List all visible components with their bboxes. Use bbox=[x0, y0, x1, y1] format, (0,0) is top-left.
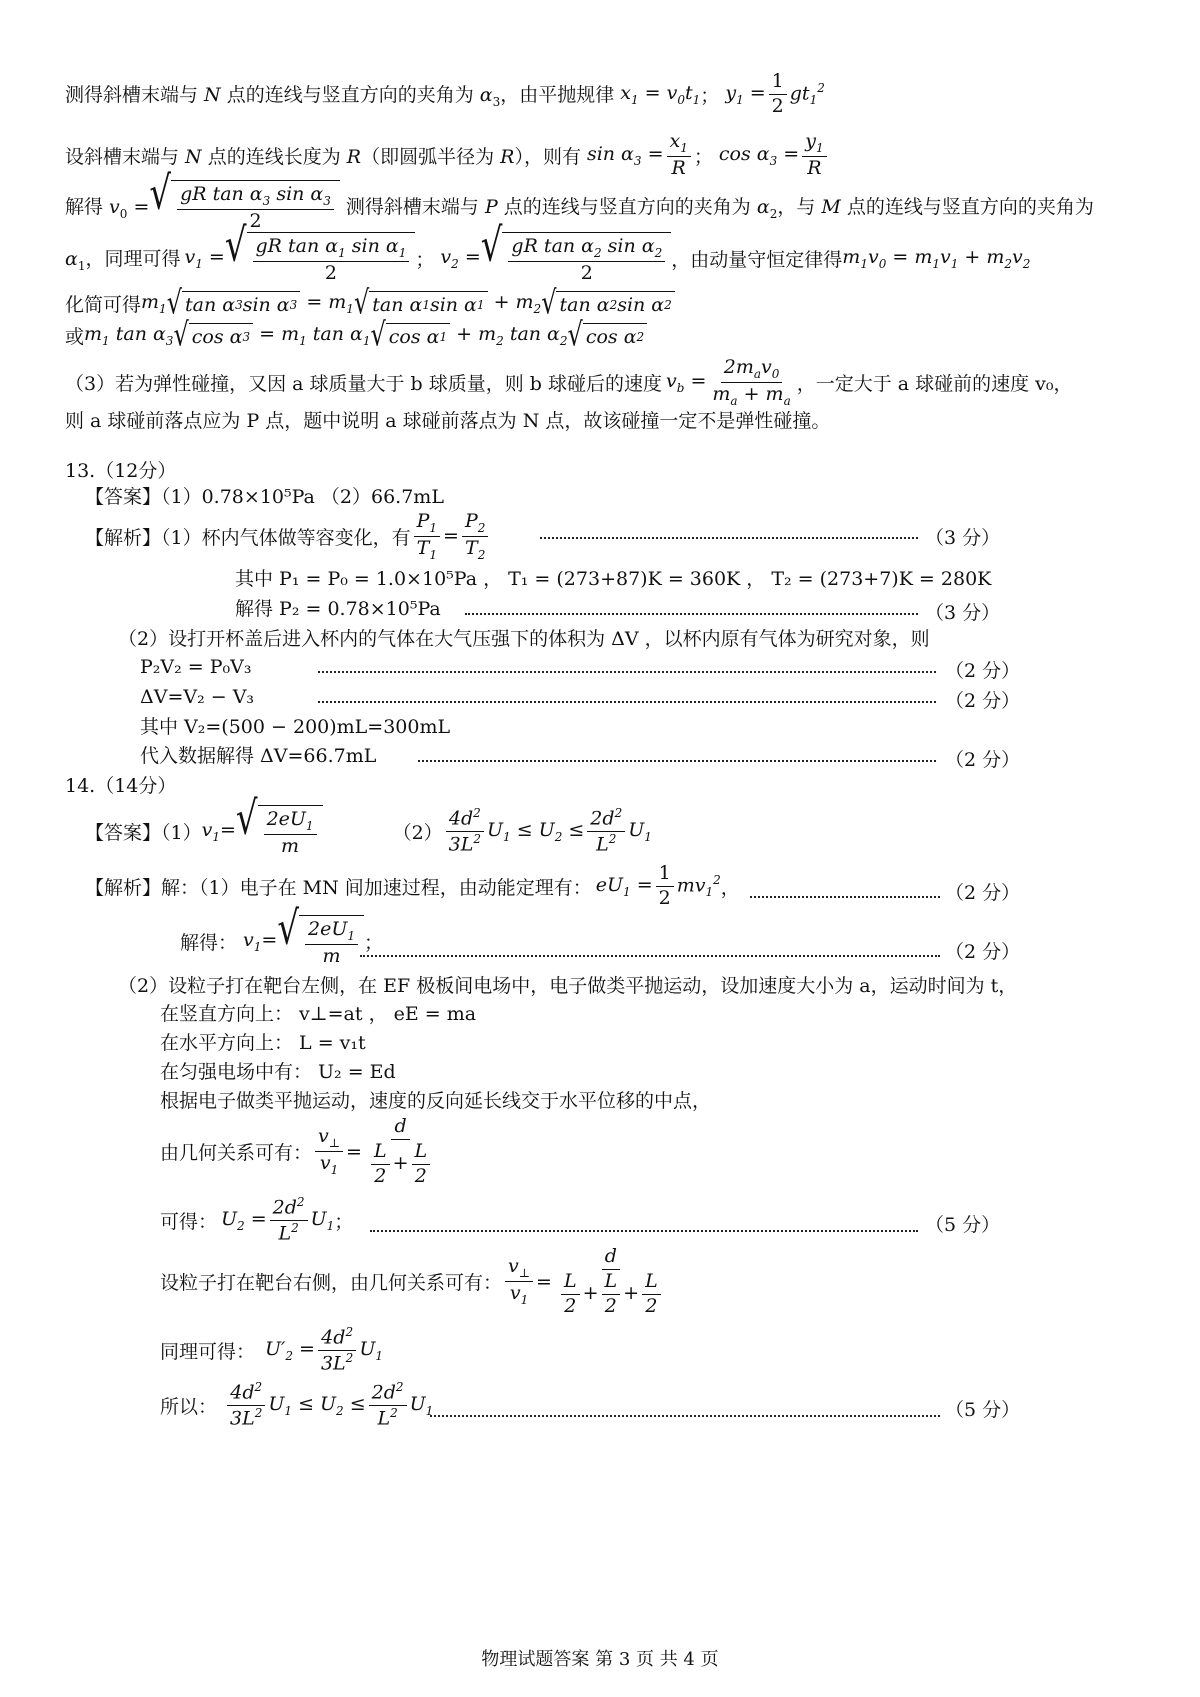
q14-geo-2: 设粒子打在靶台右侧，由几何关系可有： $\frac{v_\perp}{v_1}$ = d $\frac{L}{2}$ + $\frac{L}{2}$ + $\frac{L}{2}$ bbox=[160, 1245, 670, 1318]
line-7: （3）若为弹性碰撞，又因 a 球质量大于 b 球质量，则 b 球碰后的速度 $v_b$ = $\frac{2m_av_0}{m_a + m_a}$ ，一定大于 a 球碰前的速度 v₀， bbox=[65, 356, 1073, 408]
q13-number: 13.（12分） bbox=[65, 460, 177, 482]
line-4: $\alpha_1$，同理可得 $v_1$ = √ $\frac{gR \tan \alpha_1 \sin \alpha_1}{2}$ ； $v_2$ = √ $\frac{gR \tan \alpha_2 \sin \alpha_2}{2}$ ，由动量守恒定律得 $m_1v_0 = m_1v_1 + m_2v_2$ bbox=[65, 218, 1031, 284]
q14-part-2: （2）设粒子打在靶台左侧，在 EF 极板间电场中，电子做类平抛运动，设加速度大小为 a，运动时间为 t， bbox=[118, 975, 1018, 997]
q14-number: 14.（14分） bbox=[65, 775, 177, 797]
q13-part-2: （2）设打开杯盖后进入杯内的气体在大气压强下的体积为 ΔV ，以杯内原有气体为研究对象，则 bbox=[118, 628, 930, 650]
q14-answer: 【答案】（1） $v_1=$ √ $\frac{2eU_1}{m}$ （2） $\frac{4d^2}{3L^2}$ $U_1 \le U_2$ ≤ $\frac{2d^2}{L^2}$ $U_1$ bbox=[85, 791, 652, 857]
line-1: 测得斜槽末端与 N 点的连线与竖直方向的夹角为 $\alpha_3$，由平抛规律 $x_1 = v_0t_1$ ； $y_1$ = $\frac{1}{2}$ $gt_1^2$ bbox=[65, 70, 825, 117]
q14-score-2: （2 分） bbox=[945, 941, 1021, 963]
q14-horizontal: 在水平方向上： L = v₁t bbox=[160, 1032, 366, 1054]
q13-given: 其中 P₁ = P₀ = 1.0×10⁵Pa ， T₁ = (273+87)K = 360K ， T₂ = (273+7)K = 280K bbox=[235, 568, 992, 590]
dot-leader bbox=[750, 896, 940, 898]
line-2: 设斜槽末端与 N 点的连线长度为 R（即圆弧半径为 R），则有 $\sin \alpha_3$ = $\frac{x_1}{R}$ ； $\cos \alpha_3$ = $\frac{y_1}{R}$ bbox=[65, 130, 830, 181]
line-5: 化简可得 $m_1$ √ tan α 3 sin α 3 = $m_1$ √ tan α 1 sin α 1 + $m_2$ √ tan α 2 sin α 2 bbox=[65, 290, 675, 317]
q13-score-5: （2 分） bbox=[945, 749, 1021, 771]
q14-score-1: （2 分） bbox=[945, 882, 1021, 904]
page-footer: 物理试题答案 第 3 页 共 4 页 bbox=[481, 1649, 719, 1670]
q14-score-3: （5 分） bbox=[925, 1214, 1001, 1236]
q13-answer: 【答案】（1）0.78×10⁵Pa （2）66.7mL bbox=[85, 486, 444, 508]
line-3: 解得 $v_0$ = √ $\frac{gR \tan \alpha_3 \sin \alpha_3}{2}$ 测得斜槽末端与 P 点的连线与竖直方向的夹角为 $\alpha_2$，与 M 点的连线与竖直方向的夹角为 bbox=[65, 166, 1094, 232]
dot-leader bbox=[540, 537, 918, 539]
q13-score-1: （3 分） bbox=[925, 527, 1001, 549]
q13-score-4: （2 分） bbox=[945, 690, 1021, 712]
q14-field: 在匀强电场中有： U₂ = Ed bbox=[160, 1061, 396, 1083]
line-6: 或 $m_1$ $\tan \alpha_3$ √ cos α 3 = $m_1$ $\tan \alpha_1$ √ cos α 1 + $m_2$ $\tan \alpha_2$ √ cos α 2 bbox=[65, 322, 647, 349]
q13-analysis-1: 【解析】（1）杯内气体做等容变化，有 $\frac{P_1}{T_1}$ = $\frac{P_2}{T_2}$ bbox=[85, 510, 491, 563]
q14-analysis-1: 【解析】解：（1）电子在 MN 间加速过程，由动能定理有： $eU_1$ = $\frac{1}{2}$ $mv_1^2$ ， bbox=[85, 862, 740, 909]
line-8: 则 a 球碰前落点应为 P 点，题中说明 a 球碰前落点为 N 点，故该碰撞一定不是弹性碰撞。 bbox=[65, 410, 831, 432]
q14-result-1: 可得： $U_2$ = $\frac{2d^2}{L^2}$ $U_1$ ； bbox=[160, 1195, 354, 1245]
q13-eq-2: ΔV=V₂ − V₃ bbox=[140, 686, 255, 708]
dot-leader bbox=[418, 760, 936, 762]
q13-eq-3: 其中 V₂=(500 − 200)mL=300mL bbox=[140, 716, 451, 738]
q13-score-2: （3 分） bbox=[925, 602, 1001, 624]
dot-leader bbox=[360, 955, 940, 957]
q14-solve-1: 解得： $v_1=$ √ $\frac{2eU_1}{m}$ ； bbox=[180, 901, 383, 967]
dot-leader bbox=[465, 613, 918, 615]
q14-geo-1: 由几何关系可有： $\frac{v_\perp}{v_1}$ = d $\frac{L}{2}$ + $\frac{L}{2}$ bbox=[160, 1115, 439, 1188]
q14-final: 所以： $\frac{4d^2}{3L^2}$ $U_1 \le U_2$ ≤ $\frac{2d^2}{L^2}$ $U_1$ bbox=[160, 1380, 434, 1430]
q14-theory: 根据电子做类平抛运动，速度的反向延长线交于水平位移的中点， bbox=[160, 1090, 712, 1112]
q13-eq-1: P₂V₂ = P₀V₃ bbox=[140, 656, 252, 678]
dot-leader bbox=[318, 701, 936, 703]
q13-eq-4: 代入数据解得 ΔV=66.7mL bbox=[140, 745, 377, 767]
dot-leader bbox=[430, 1415, 940, 1417]
q13-score-3: （2 分） bbox=[945, 660, 1021, 682]
q14-result-2: 同理可得： $U'_2$ = $\frac{4d^2}{3L^2}$ $U_1$ bbox=[160, 1325, 383, 1375]
q13-solve: 解得 P₂ = 0.78×10⁵Pa bbox=[235, 598, 441, 620]
dot-leader bbox=[370, 1230, 918, 1232]
dot-leader bbox=[318, 671, 936, 673]
q14-vertical: 在竖直方向上： v⊥=at ， eE = ma bbox=[160, 1003, 477, 1025]
q14-score-4: （5 分） bbox=[945, 1399, 1021, 1421]
